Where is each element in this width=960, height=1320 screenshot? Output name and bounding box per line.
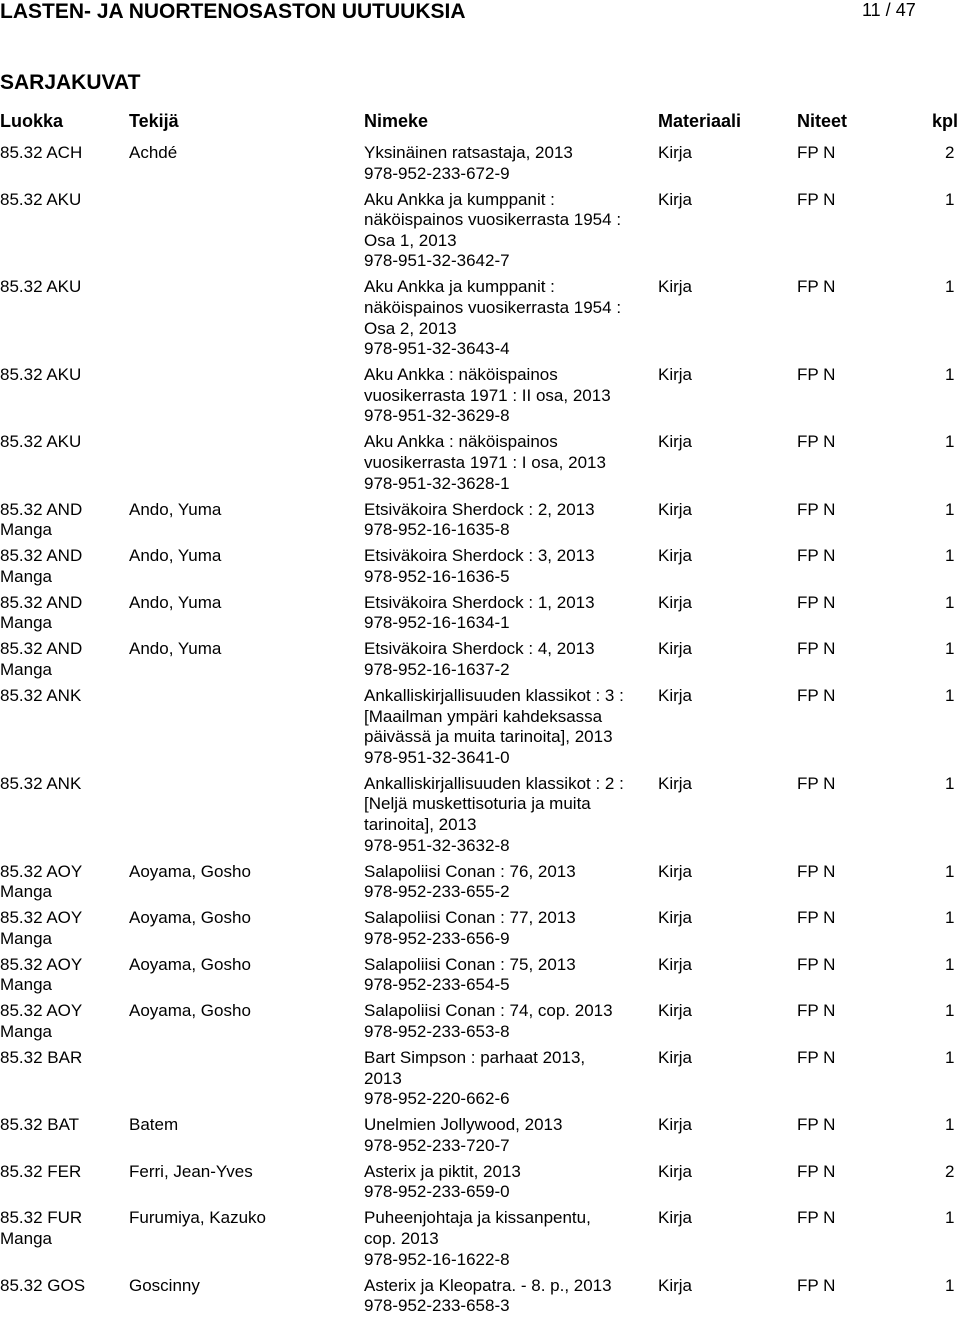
row-class-line: 85.32 ACH [0, 143, 83, 162]
row-title-line: Asterix ja piktit, 2013 [364, 1161, 521, 1181]
row-title-line: 978-951-32-3629-8 [364, 406, 510, 426]
row-class-line: Manga [0, 659, 52, 679]
row-copies-location [797, 774, 835, 795]
page-number: 11 / 47 [862, 0, 916, 20]
row-count [945, 1208, 954, 1229]
row-author [129, 500, 359, 521]
row-class-line: Manga [0, 975, 52, 995]
row-material [658, 1162, 692, 1183]
row-title-line: Salapoliisi Conan : 76, 2013 [364, 861, 576, 881]
row-class [0, 1001, 120, 1042]
row-author [129, 593, 359, 614]
row-class-line: 85.32 AND [0, 639, 83, 659]
row-material [658, 908, 692, 929]
row-class [0, 1048, 120, 1069]
row-class [0, 1208, 120, 1249]
row-class-line: 85.32 AKU [0, 189, 82, 209]
row-copies-location-line: FP N [797, 499, 836, 519]
row-count-line: 1 [945, 1048, 955, 1067]
row-material-line: Kirja [658, 908, 693, 928]
row-count [945, 639, 954, 660]
row-material-line: Kirja [658, 432, 693, 452]
row-copies-location-line: FP N [797, 1161, 836, 1181]
row-title-line: Ankalliskirjallisuuden klassikot : 2 : [364, 773, 624, 793]
row-count-line: 1 [945, 639, 955, 659]
row-material [658, 955, 692, 976]
row-material [658, 686, 692, 707]
row-author [129, 1162, 359, 1183]
catalog-row [0, 639, 960, 680]
row-copies-location [797, 1162, 835, 1183]
row-copies-location [797, 365, 835, 386]
row-title [364, 908, 654, 949]
row-material-line: Kirja [658, 1275, 693, 1295]
row-material-line: Kirja [658, 189, 693, 209]
row-material [658, 1048, 692, 1069]
row-author-line: Aoyama, Gosho [129, 908, 251, 928]
row-copies-location [797, 432, 835, 453]
row-class-line: 85.32 FER [0, 1161, 82, 1181]
row-author [129, 1001, 359, 1022]
row-class-line: 85.32 AOY [0, 1001, 83, 1021]
row-copies-location [797, 908, 835, 929]
catalog-row [0, 1162, 960, 1203]
row-title-line: [Neljä muskettisoturia ja muita [364, 794, 591, 814]
row-material [658, 774, 692, 795]
row-material-line: Kirja [658, 499, 693, 519]
catalog-row [0, 955, 960, 996]
row-material [658, 1001, 692, 1022]
row-title-line: 2013 [364, 1068, 402, 1088]
catalog-row [0, 1001, 960, 1042]
row-class-line: 85.32 AOY [0, 908, 83, 928]
row-copies-location-line: FP N [797, 1115, 836, 1135]
row-count [945, 190, 954, 211]
row-count-line: 1 [945, 686, 955, 705]
row-title-line: [Maailman ympäri kahdeksassa [364, 706, 603, 726]
row-title-line: Unelmien Jollywood, 2013 [364, 1115, 563, 1135]
row-class [0, 546, 120, 587]
row-copies-location-line: FP N [797, 1048, 836, 1067]
row-title [364, 1115, 654, 1156]
row-title [364, 1001, 654, 1042]
row-author [129, 143, 359, 164]
row-title-line: Osa 1, 2013 [364, 230, 457, 250]
row-author-line: Ando, Yuma [129, 639, 222, 659]
row-class [0, 955, 120, 996]
row-class-line: 85.32 ANK [0, 773, 82, 793]
row-title-line: tarinoita], 2013 [364, 814, 477, 834]
row-copies-location [797, 862, 835, 883]
row-count [945, 774, 954, 795]
row-material-line: Kirja [658, 861, 693, 881]
row-material-line: Kirja [658, 1161, 693, 1181]
row-copies-location-line: FP N [797, 1001, 836, 1021]
row-copies-location-line: FP N [797, 365, 836, 385]
row-copies-location [797, 190, 835, 211]
row-title-line: 978-952-220-662-6 [364, 1089, 510, 1109]
row-count [945, 862, 954, 883]
row-material [658, 365, 692, 386]
row-copies-location-line: FP N [797, 954, 836, 974]
row-count [945, 593, 954, 614]
row-copies-location [797, 277, 835, 298]
row-count-line: 1 [945, 1208, 955, 1228]
row-material-line: Kirja [658, 592, 693, 612]
row-title [364, 500, 654, 541]
row-count [945, 143, 954, 164]
row-copies-location-line: FP N [797, 592, 836, 612]
row-title-line: 978-952-16-1622-8 [364, 1249, 510, 1269]
row-count-line: 1 [945, 773, 955, 793]
catalog-row [0, 1048, 960, 1110]
row-title-line: Salapoliisi Conan : 75, 2013 [364, 954, 576, 974]
row-title [364, 277, 654, 359]
row-title-line: Aku Ankka : näköispainos [364, 432, 558, 452]
row-author-line: Batem [129, 1115, 179, 1135]
row-material [658, 1276, 692, 1297]
row-title-line: Yksinäinen ratsastaja, 2013 [364, 143, 573, 162]
row-copies-location-line: FP N [797, 432, 836, 452]
row-title-line: Asterix ja Kleopatra. - 8. p., 2013 [364, 1275, 612, 1295]
row-title-line: 978-952-233-653-8 [364, 1021, 510, 1041]
row-title-line: Etsiväkoira Sherdock : 2, 2013 [364, 499, 595, 519]
row-count [945, 955, 954, 976]
row-title-line: 978-951-32-3641-0 [364, 747, 510, 767]
row-material-line: Kirja [658, 686, 693, 705]
row-title [364, 862, 654, 903]
row-copies-location [797, 955, 835, 976]
catalog-row [0, 686, 960, 768]
row-class-line: 85.32 GOS [0, 1275, 86, 1295]
column-header-nimeke: Nimeke [364, 111, 429, 131]
document-title: LASTEN- JA NUORTENOSASTON UUTUUKSIA [0, 0, 466, 23]
row-class-line: 85.32 ANK [0, 686, 82, 705]
row-class [0, 277, 120, 298]
row-copies-location [797, 639, 835, 660]
row-title [364, 639, 654, 680]
row-class-line: 85.32 BAR [0, 1048, 83, 1067]
row-copies-location-line: FP N [797, 143, 836, 162]
row-copies-location-line: FP N [797, 861, 836, 881]
row-title-line: Etsiväkoira Sherdock : 4, 2013 [364, 639, 595, 659]
row-title [364, 365, 654, 427]
row-copies-location [797, 1276, 835, 1297]
row-count-line: 1 [945, 592, 955, 612]
row-class-line: 85.32 AKU [0, 365, 82, 385]
row-title-line: Salapoliisi Conan : 77, 2013 [364, 908, 576, 928]
row-material-line: Kirja [658, 1208, 693, 1228]
row-copies-location [797, 593, 835, 614]
row-title-line: 978-952-233-658-3 [364, 1296, 510, 1316]
row-title-line: Aku Ankka : näköispainos [364, 365, 558, 385]
row-author-line: Ando, Yuma [129, 546, 222, 566]
catalog-row [0, 1276, 960, 1317]
row-title [364, 432, 654, 494]
row-copies-location-line: FP N [797, 1275, 836, 1295]
row-class-line: 85.32 FUR [0, 1208, 83, 1228]
row-title-line: Aku Ankka ja kumppanit : [364, 277, 555, 297]
row-material [658, 862, 692, 883]
row-copies-location [797, 500, 835, 521]
row-class [0, 774, 120, 795]
row-material [658, 190, 692, 211]
row-class-line: Manga [0, 566, 52, 586]
row-class-line: 85.32 AKU [0, 432, 82, 452]
row-count [945, 432, 954, 453]
catalog-row [0, 432, 960, 494]
row-title-line: 978-952-16-1635-8 [364, 520, 510, 540]
row-title [364, 593, 654, 634]
row-count-line: 2 [945, 143, 955, 162]
row-material-line: Kirja [658, 143, 693, 162]
row-class-line: Manga [0, 1021, 52, 1041]
row-author [129, 1276, 359, 1297]
row-title-line: 978-952-233-659-0 [364, 1182, 510, 1202]
row-count [945, 546, 954, 567]
row-class [0, 686, 120, 707]
row-class-line: 85.32 AND [0, 499, 83, 519]
row-count-line: 1 [945, 499, 955, 519]
row-class [0, 1276, 120, 1297]
row-author [129, 1208, 359, 1229]
row-count [945, 1162, 954, 1183]
row-title-line: cop. 2013 [364, 1228, 439, 1248]
row-title-line: 978-952-16-1634-1 [364, 613, 510, 633]
row-title [364, 774, 654, 856]
row-author-line: Aoyama, Gosho [129, 861, 251, 881]
row-title [364, 1276, 654, 1317]
row-author [129, 1115, 359, 1136]
row-material-line: Kirja [658, 546, 693, 566]
row-author-line: Furumiya, Kazuko [129, 1208, 266, 1228]
row-copies-location [797, 1048, 835, 1069]
row-copies-location [797, 1115, 835, 1136]
row-author [129, 639, 359, 660]
row-copies-location-line: FP N [797, 908, 836, 928]
row-class [0, 432, 120, 453]
row-count [945, 365, 954, 386]
row-author-line: Achdé [129, 143, 178, 162]
row-class-line: Manga [0, 1228, 52, 1248]
row-class [0, 365, 120, 386]
row-title [364, 686, 654, 768]
row-title-line: Etsiväkoira Sherdock : 1, 2013 [364, 592, 595, 612]
row-class-line: 85.32 AOY [0, 954, 83, 974]
row-title-line: Etsiväkoira Sherdock : 3, 2013 [364, 546, 595, 566]
row-class-line: 85.32 AND [0, 546, 83, 566]
row-material-line: Kirja [658, 277, 693, 297]
row-title-line: vuosikerrasta 1971 : I osa, 2013 [364, 452, 606, 472]
row-title-line: päivässä ja muita tarinoita], 2013 [364, 727, 613, 747]
column-header-tekija: Tekijä [129, 111, 179, 131]
row-title-line: 978-952-16-1637-2 [364, 659, 510, 679]
row-title [364, 1162, 654, 1203]
row-class [0, 908, 120, 949]
row-copies-location [797, 1001, 835, 1022]
column-header-kpl: kpl [932, 111, 959, 131]
row-material-line: Kirja [658, 1048, 693, 1067]
row-count [945, 908, 954, 929]
catalog-row [0, 500, 960, 541]
row-class-line: 85.32 AND [0, 592, 83, 612]
row-material [658, 1115, 692, 1136]
row-title [364, 1048, 654, 1110]
row-title-line: vuosikerrasta 1971 : II osa, 2013 [364, 385, 611, 405]
row-class [0, 143, 120, 164]
row-material [658, 500, 692, 521]
row-material [658, 432, 692, 453]
row-class [0, 639, 120, 680]
row-copies-location-line: FP N [797, 277, 836, 297]
row-count-line: 2 [945, 1161, 955, 1181]
row-count-line: 1 [945, 546, 955, 566]
row-title [364, 190, 654, 272]
row-title-line: Bart Simpson : parhaat 2013, [364, 1048, 586, 1067]
row-title [364, 1208, 654, 1270]
catalog-row [0, 593, 960, 634]
row-copies-location [797, 143, 835, 164]
column-header-luokka: Luokka [0, 111, 64, 131]
row-material [658, 277, 692, 298]
catalog-row [0, 1115, 960, 1156]
row-copies-location [797, 1208, 835, 1229]
row-title-line: 978-951-32-3642-7 [364, 251, 510, 271]
row-author-line: Goscinny [129, 1275, 200, 1295]
row-title-line: näköispainos vuosikerrasta 1954 : [364, 297, 622, 317]
row-class [0, 593, 120, 634]
row-class [0, 190, 120, 211]
row-copies-location-line: FP N [797, 1208, 836, 1228]
row-class-line: 85.32 AKU [0, 277, 82, 297]
row-title-line: 978-952-233-656-9 [364, 928, 510, 948]
row-title [364, 955, 654, 996]
row-title-line: 978-952-233-720-7 [364, 1135, 510, 1155]
column-header-materiaali: Materiaali [658, 111, 742, 131]
row-material [658, 1208, 692, 1229]
row-class [0, 1115, 120, 1136]
catalog-row [0, 774, 960, 856]
row-title-line: Aku Ankka ja kumppanit : [364, 189, 555, 209]
row-title-line: Puheenjohtaja ja kissanpentu, [364, 1208, 591, 1228]
row-count-line: 1 [945, 432, 955, 452]
row-material-line: Kirja [658, 639, 693, 659]
row-title-line: 978-952-233-655-2 [364, 882, 510, 902]
row-author [129, 546, 359, 567]
row-count-line: 1 [945, 277, 955, 297]
row-class-line: Manga [0, 928, 52, 948]
row-author-line: Ando, Yuma [129, 499, 222, 519]
row-title [364, 143, 654, 184]
row-class-line: 85.32 BAT [0, 1115, 80, 1135]
row-title-line: 978-951-32-3632-8 [364, 835, 510, 855]
row-class [0, 500, 120, 541]
catalog-row [0, 190, 960, 272]
row-material-line: Kirja [658, 1001, 693, 1021]
row-copies-location-line: FP N [797, 773, 836, 793]
row-title-line: 978-952-16-1636-5 [364, 566, 510, 586]
catalog-row [0, 1208, 960, 1270]
row-copies-location-line: FP N [797, 189, 836, 209]
row-count-line: 1 [945, 1275, 955, 1295]
row-author-line: Aoyama, Gosho [129, 954, 251, 974]
row-material-line: Kirja [658, 365, 693, 385]
row-count-line: 1 [945, 1115, 955, 1135]
catalog-row [0, 365, 960, 427]
catalog-row [0, 546, 960, 587]
catalog-row [0, 862, 960, 903]
row-count-line: 1 [945, 365, 955, 385]
section-title: SARJAKUVAT [0, 71, 141, 94]
row-author [129, 908, 359, 929]
row-title-line: Salapoliisi Conan : 74, cop. 2013 [364, 1001, 613, 1021]
row-title-line: näköispainos vuosikerrasta 1954 : [364, 210, 622, 230]
catalog-row [0, 277, 960, 359]
row-title-line: Ankalliskirjallisuuden klassikot : 3 : [364, 686, 624, 705]
row-class [0, 1162, 120, 1183]
row-count [945, 1276, 954, 1297]
column-header-niteet: Niteet [797, 111, 848, 131]
row-author [129, 955, 359, 976]
row-material-line: Kirja [658, 773, 693, 793]
row-count [945, 277, 954, 298]
row-class-line: 85.32 AOY [0, 861, 83, 881]
row-count [945, 1115, 954, 1136]
row-material [658, 143, 692, 164]
row-author-line: Ferri, Jean-Yves [129, 1161, 253, 1181]
row-author-line: Ando, Yuma [129, 592, 222, 612]
row-class-line: Manga [0, 613, 52, 633]
row-class [0, 862, 120, 903]
row-count [945, 1048, 954, 1069]
row-material [658, 546, 692, 567]
row-material [658, 639, 692, 660]
row-copies-location-line: FP N [797, 686, 836, 705]
row-count [945, 1001, 954, 1022]
row-title [364, 546, 654, 587]
row-title-line: 978-951-32-3628-1 [364, 473, 510, 493]
row-copies-location-line: FP N [797, 546, 836, 566]
row-count-line: 1 [945, 189, 955, 209]
catalog-row [0, 143, 960, 184]
row-copies-location [797, 546, 835, 567]
row-material-line: Kirja [658, 1115, 693, 1135]
row-author-line: Aoyama, Gosho [129, 1001, 251, 1021]
row-copies-location-line: FP N [797, 639, 836, 659]
catalog-row [0, 908, 960, 949]
row-count [945, 500, 954, 521]
row-title-line: 978-952-233-672-9 [364, 163, 510, 183]
row-class-line: Manga [0, 882, 52, 902]
row-material-line: Kirja [658, 954, 693, 974]
row-count-line: 1 [945, 908, 955, 928]
row-count [945, 686, 954, 707]
row-title-line: 978-952-233-654-5 [364, 975, 510, 995]
row-title-line: 978-951-32-3643-4 [364, 339, 510, 359]
row-count-line: 1 [945, 861, 955, 881]
row-author [129, 862, 359, 883]
row-title-line: Osa 2, 2013 [364, 318, 457, 338]
row-class-line: Manga [0, 520, 52, 540]
row-copies-location [797, 686, 835, 707]
row-count-line: 1 [945, 954, 955, 974]
row-material [658, 593, 692, 614]
row-count-line: 1 [945, 1001, 955, 1021]
